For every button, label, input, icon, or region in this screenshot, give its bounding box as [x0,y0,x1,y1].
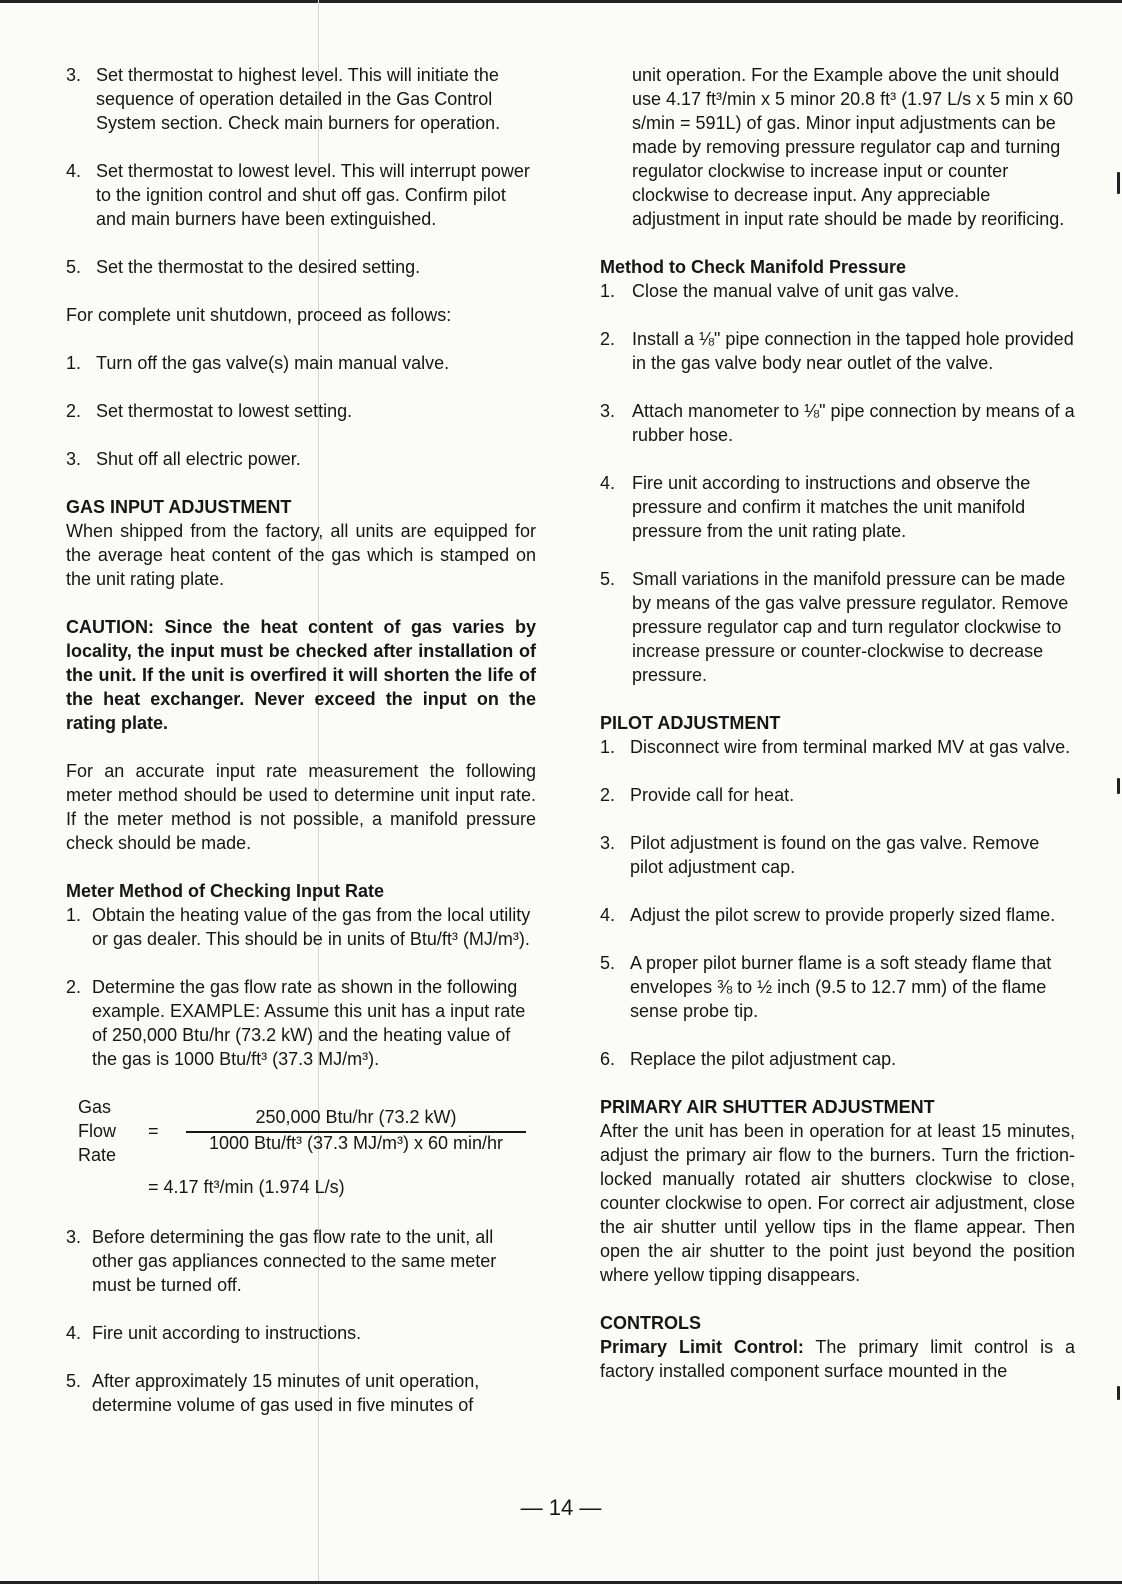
controls-heading: CONTROLS [600,1313,701,1333]
list-item: 3. Set thermostat to highest level. This will initiate the sequence of operation detailed in the Gas Control System section. Check main burners for operation. [66,65,501,133]
list-item: 4. Fire unit according to instructions and observe the pressure and confirm it matches the unit manifold pressure from the unit rating plate. [600,473,1031,541]
primary-limit-text: The primary limit control is a factory installed component surface mounted in the [600,1337,1075,1381]
formula-result: = 4.17 ft³/min (1.974 L/s) [148,1177,345,1197]
scan-edge-mark [1117,1386,1120,1400]
list-item: 5. Set the thermostat to the desired setting. [66,257,421,277]
list-item: 4. Set thermostat to lowest level. This will interrupt power to the ignition control and shut off gas. Confirm pilot and main burners have been extinguished. [66,161,530,229]
list-item: 4. Adjust the pilot screw to provide properly sized flame. [600,905,1056,925]
continuation-paragraph: unit operation. For the Example above the unit should use 4.17 ft³/min x 5 minor 20.8 ft³ (1.97 L/s x 5 min x 60 s/min = 591L) of gas. Minor input adjustments can be made by removing pressure regulator cap and turning regulator clockwise to increase input or counter clockwise to decrease input. Any appreciable adjustment in input rate should be made by reorificing. [632,65,1074,229]
gas-input-heading: GAS INPUT ADJUSTMENT [66,497,292,517]
list-item: 3. Before determining the gas flow rate to the unit, all other gas appliances connected to the same meter must be turned off. [66,1227,497,1295]
list-item: 3. Pilot adjustment is found on the gas valve. Remove pilot adjustment cap. [600,833,1040,877]
list-item: 1. Turn off the gas valve(s) main manual valve. [66,353,450,373]
formula-denominator: 1000 Btu/ft³ (37.3 MJ/m³) x 60 min/hr [208,1133,504,1153]
list-item: 1. Disconnect wire from terminal marked MV at gas valve. [600,737,1071,757]
list-item: 6. Replace the pilot adjustment cap. [600,1049,897,1069]
manifold-heading: Method to Check Manifold Pressure [600,257,907,277]
list-item: 1. Obtain the heating value of the gas from the local utility or gas dealer. This should be in units of Btu/ft³ (MJ/m³). [66,905,531,949]
left-column [66,63,536,1441]
primary-limit-paragraph [600,1335,1075,1383]
air-shutter-heading: PRIMARY AIR SHUTTER ADJUSTMENT [600,1097,935,1117]
list-item: 2. Install a ⅛" pipe connection in the tapped hole provided in the gas valve body near outlet of the valve. [600,329,1074,373]
list-item: 1. Close the manual valve of unit gas valve. [600,281,960,301]
page-number: — 14 — [520,1495,602,1520]
gas-flow-formula [66,1095,536,1205]
list-item: 5. A proper pilot burner flame is a soft steady flame that envelopes ⅜ to ½ inch (9.5 to 12.7 mm) of the flame sense probe tip. [600,953,1052,1021]
list-item: 5. After approximately 15 minutes of unit operation, determine volume of gas used in five minutes of [66,1371,480,1415]
list-item: 2. Determine the gas flow rate as shown in the following example. EXAMPLE: Assume this unit has a input rate of 250,000 Btu/hr (73.2 kW) and the heating value of the gas is 1000 Btu/ft³ (37.3 MJ/m³). [66,977,526,1069]
list-item: 3. Shut off all electric power. [66,449,301,469]
list-item: 2. Provide call for heat. [600,785,795,805]
formula-equals: = [148,1121,159,1141]
list-item: 2. Set thermostat to lowest setting. [66,401,353,421]
scan-edge-mark [1117,172,1120,194]
caution-paragraph: CAUTION: Since the heat content of gas varies by locality, the input must be checked after installation of the unit. If the unit is overfired it will shorten the life of the heat exchanger. Never exceed the input on the rating plate. [66,617,536,733]
accurate-rate-paragraph: For an accurate input rate measurement the following meter method should be used to determine unit input rate. If the meter method is not possible, a manifold pressure check should be made. [66,761,536,853]
gas-input-paragraph: When shipped from the factory, all units are equipped for the average heat content of the gas which is stamped on the unit rating plate. [66,521,536,589]
pilot-heading: PILOT ADJUSTMENT [600,713,781,733]
list-item: 4. Fire unit according to instructions. [66,1323,362,1343]
shutdown-intro: For complete unit shutdown, proceed as follows: [66,305,452,325]
meter-method-heading: Meter Method of Checking Input Rate [66,881,385,901]
top-border [0,0,1122,3]
right-column [600,63,1075,1407]
list-item: 3. Attach manometer to ⅛" pipe connection by means of a rubber hose. [600,401,1075,445]
air-shutter-paragraph: After the unit has been in operation for at least 15 minutes, adjust the primary air flow to the burners. Turn the friction-locked manually rotated air shutters clockwise to close, counter clockwise to open. For correct air adjustment, close the air shutter until yellow tips in the flame appear. Then open the air shutter to the point just beyond the position where yellow tipping disappears. [600,1121,1075,1285]
list-item: 5. Small variations in the manifold pressure can be made by means of the gas valve pressure regulator. Remove pressure regulator cap and turn regulator clockwise to increase pressure or counter-clockwise to decrease pressure. [600,569,1069,685]
formula-numerator: 250,000 Btu/hr (73.2 kW) [255,1107,457,1127]
formula-label: Gas Flow Rate [78,1097,117,1165]
primary-limit-label: Primary Limit Control: [600,1337,804,1357]
scan-edge-mark [1117,778,1120,794]
